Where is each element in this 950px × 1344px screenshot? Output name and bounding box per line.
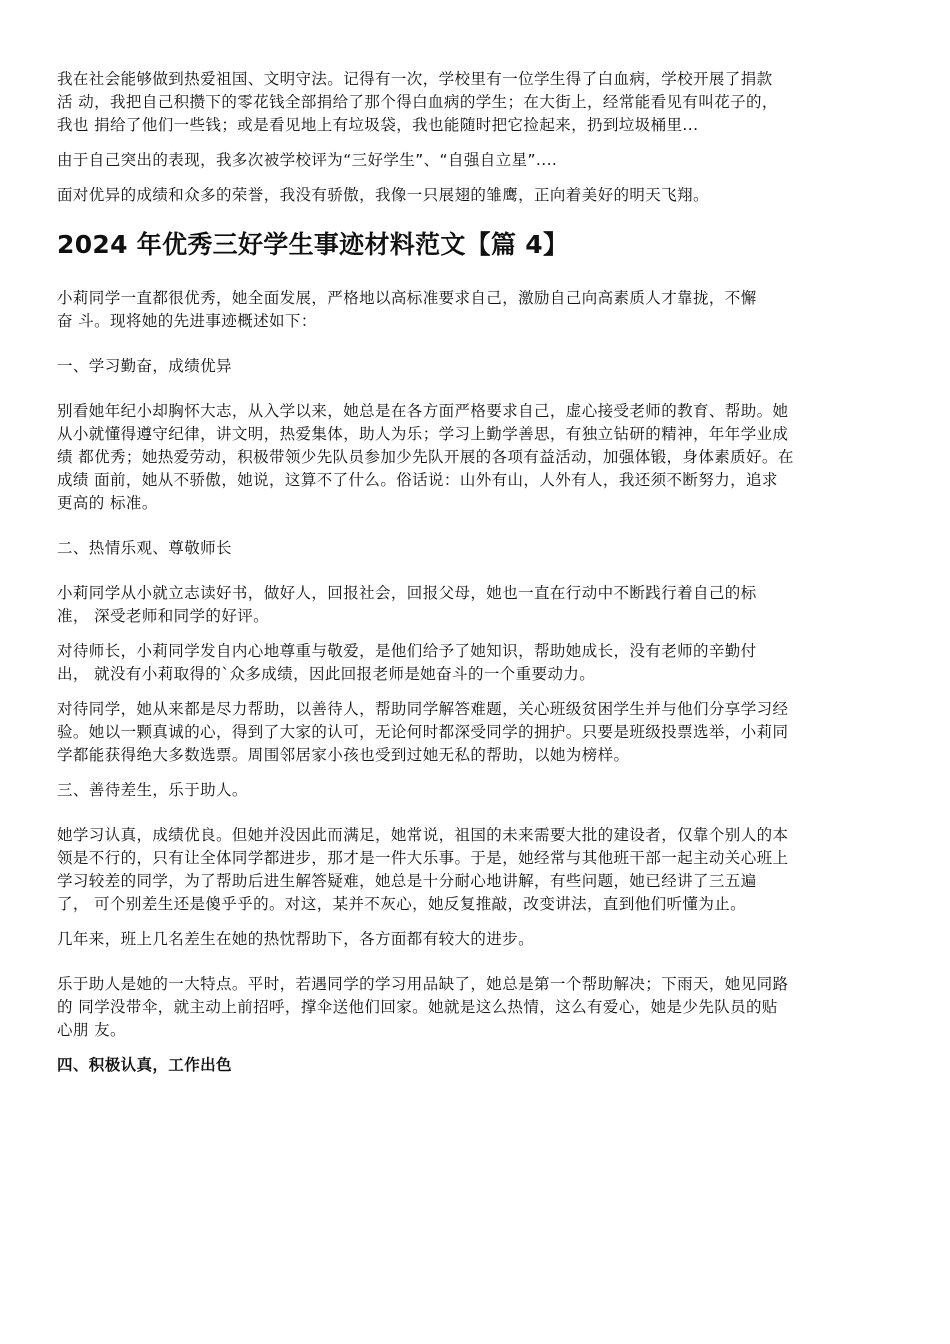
paragraph-teachers: 对待师长，小莉同学发自内心地尊重与敬爱，是他们给予了她知识，帮助她成长，没有老师的辛勤付 出， 就没有小莉取得的`众多成绩，因此回报老师是她奋斗的一个重要动力。 [57,642,757,683]
subheading-respect: 二、热情乐观、尊敬师长 [57,539,232,557]
paragraph-helping-students: 她学习认真，成绩优良。但她并没因此而满足，她常说，祖国的未来需要大批的建设者，仅靠个别人的本 领是不行的，只有让全体同学都进步，那才是一件大乐事。于是，她经常与其他班干部一起主动关心班上 学习较差的同学，为了帮助后进生解答疑难，她总是十分耐心地讲解，有些问题，她已经讲了三五遍 了， 可个别差生还是傻乎乎的。对这，某并不灰心，她反复推敲，改变讲法，直到他们听懂为止。 [57,826,789,913]
paragraph-ambition: 小莉同学从小就立志读好书，做好人，回报社会，回报父母，她也一直在行动中不断践行着自己的标 准， 深受老师和同学的好评。 [57,584,757,625]
paragraph-conclusion: 面对优异的成绩和众多的荣誉，我没有骄傲，我像一只展翅的雏鹰，正向着美好的明天飞翔。 [57,186,709,204]
paragraph-study: 别看她年纪小却胸怀大志，从入学以来，她总是在各方面严格要求自己，虚心接受老师的教育、帮助。她 从小就懂得遵守纪律，讲文明，热爱集体，助人为乐；学习上勤学善思，有独立钻研的精神，年年学业成 绩 都优秀；她热爱劳动，积极带领少先队员参加少先队开展的各项有益活动，加强体锻，身体素质好。在 成绩 面前，她从不骄傲，她说，这算不了什么。俗话说：山外有山，人外有人，我还须不断努力，追求 更高的 标准。 [57,402,794,512]
paragraph-kindness: 乐于助人是她的一大特点。平时，若遇同学的学习用品缺了，她总是第一个帮助解决；下雨天，她见同路 的 同学没带伞，就主动上前招呼，撑伞送他们回家。她就是这么热情，这么有爱心，她是少先队员的贴 心朋 友。 [57,975,789,1039]
paragraph-honors: 由于自己突出的表现，我多次被学校评为“三好学生”、“自强自立星”.... [57,151,558,169]
subheading-study: 一、学习勤奋，成绩优异 [57,357,232,375]
subheading-work: 四、积极认真，工作出色 [57,1056,232,1074]
paragraph-intro: 小莉同学一直都很优秀，她全面发展，严格地以高标准要求自己，激励自己向高素质人才靠拢，不懈 奋 斗。现将她的先进事迹概述如下： [57,289,757,330]
section-heading: 2024 年优秀三好学生事迹材料范文【篇 4】 [57,230,569,259]
paragraph-social-conduct: 我在社会能够做到热爱祖国、文明守法。记得有一次，学校里有一位学生得了白血病，学校开展了捐款 活 动，我把自己积攒下的零花钱全部捐给了那个得白血病的学生；在大街上，经常能看见有叫花子的， 我也 捐给了他们一些钱；或是看见地上有垃圾袋，我也能随时把它捡起来，扔到垃圾桶里... [57,70,778,134]
document-body [57,68,893,1089]
subheading-helping: 三、善待差生，乐于助人。 [57,781,248,799]
paragraph-progress: 几年来，班上几名差生在她的热忱帮助下，各方面都有较大的进步。 [57,930,535,948]
paragraph-classmates: 对待同学，她从来都是尽力帮助，以善待人，帮助同学解答难题，关心班级贫困学生并与他们分享学习经 验。她以一颗真诚的心，得到了大家的认可，无论何时都深受同学的拥护。只要是班级投票选举，小莉同 学都能获得绝大多数选票。周围邻居家小孩也受到过她无私的帮助，以她为榜样。 [57,700,789,764]
